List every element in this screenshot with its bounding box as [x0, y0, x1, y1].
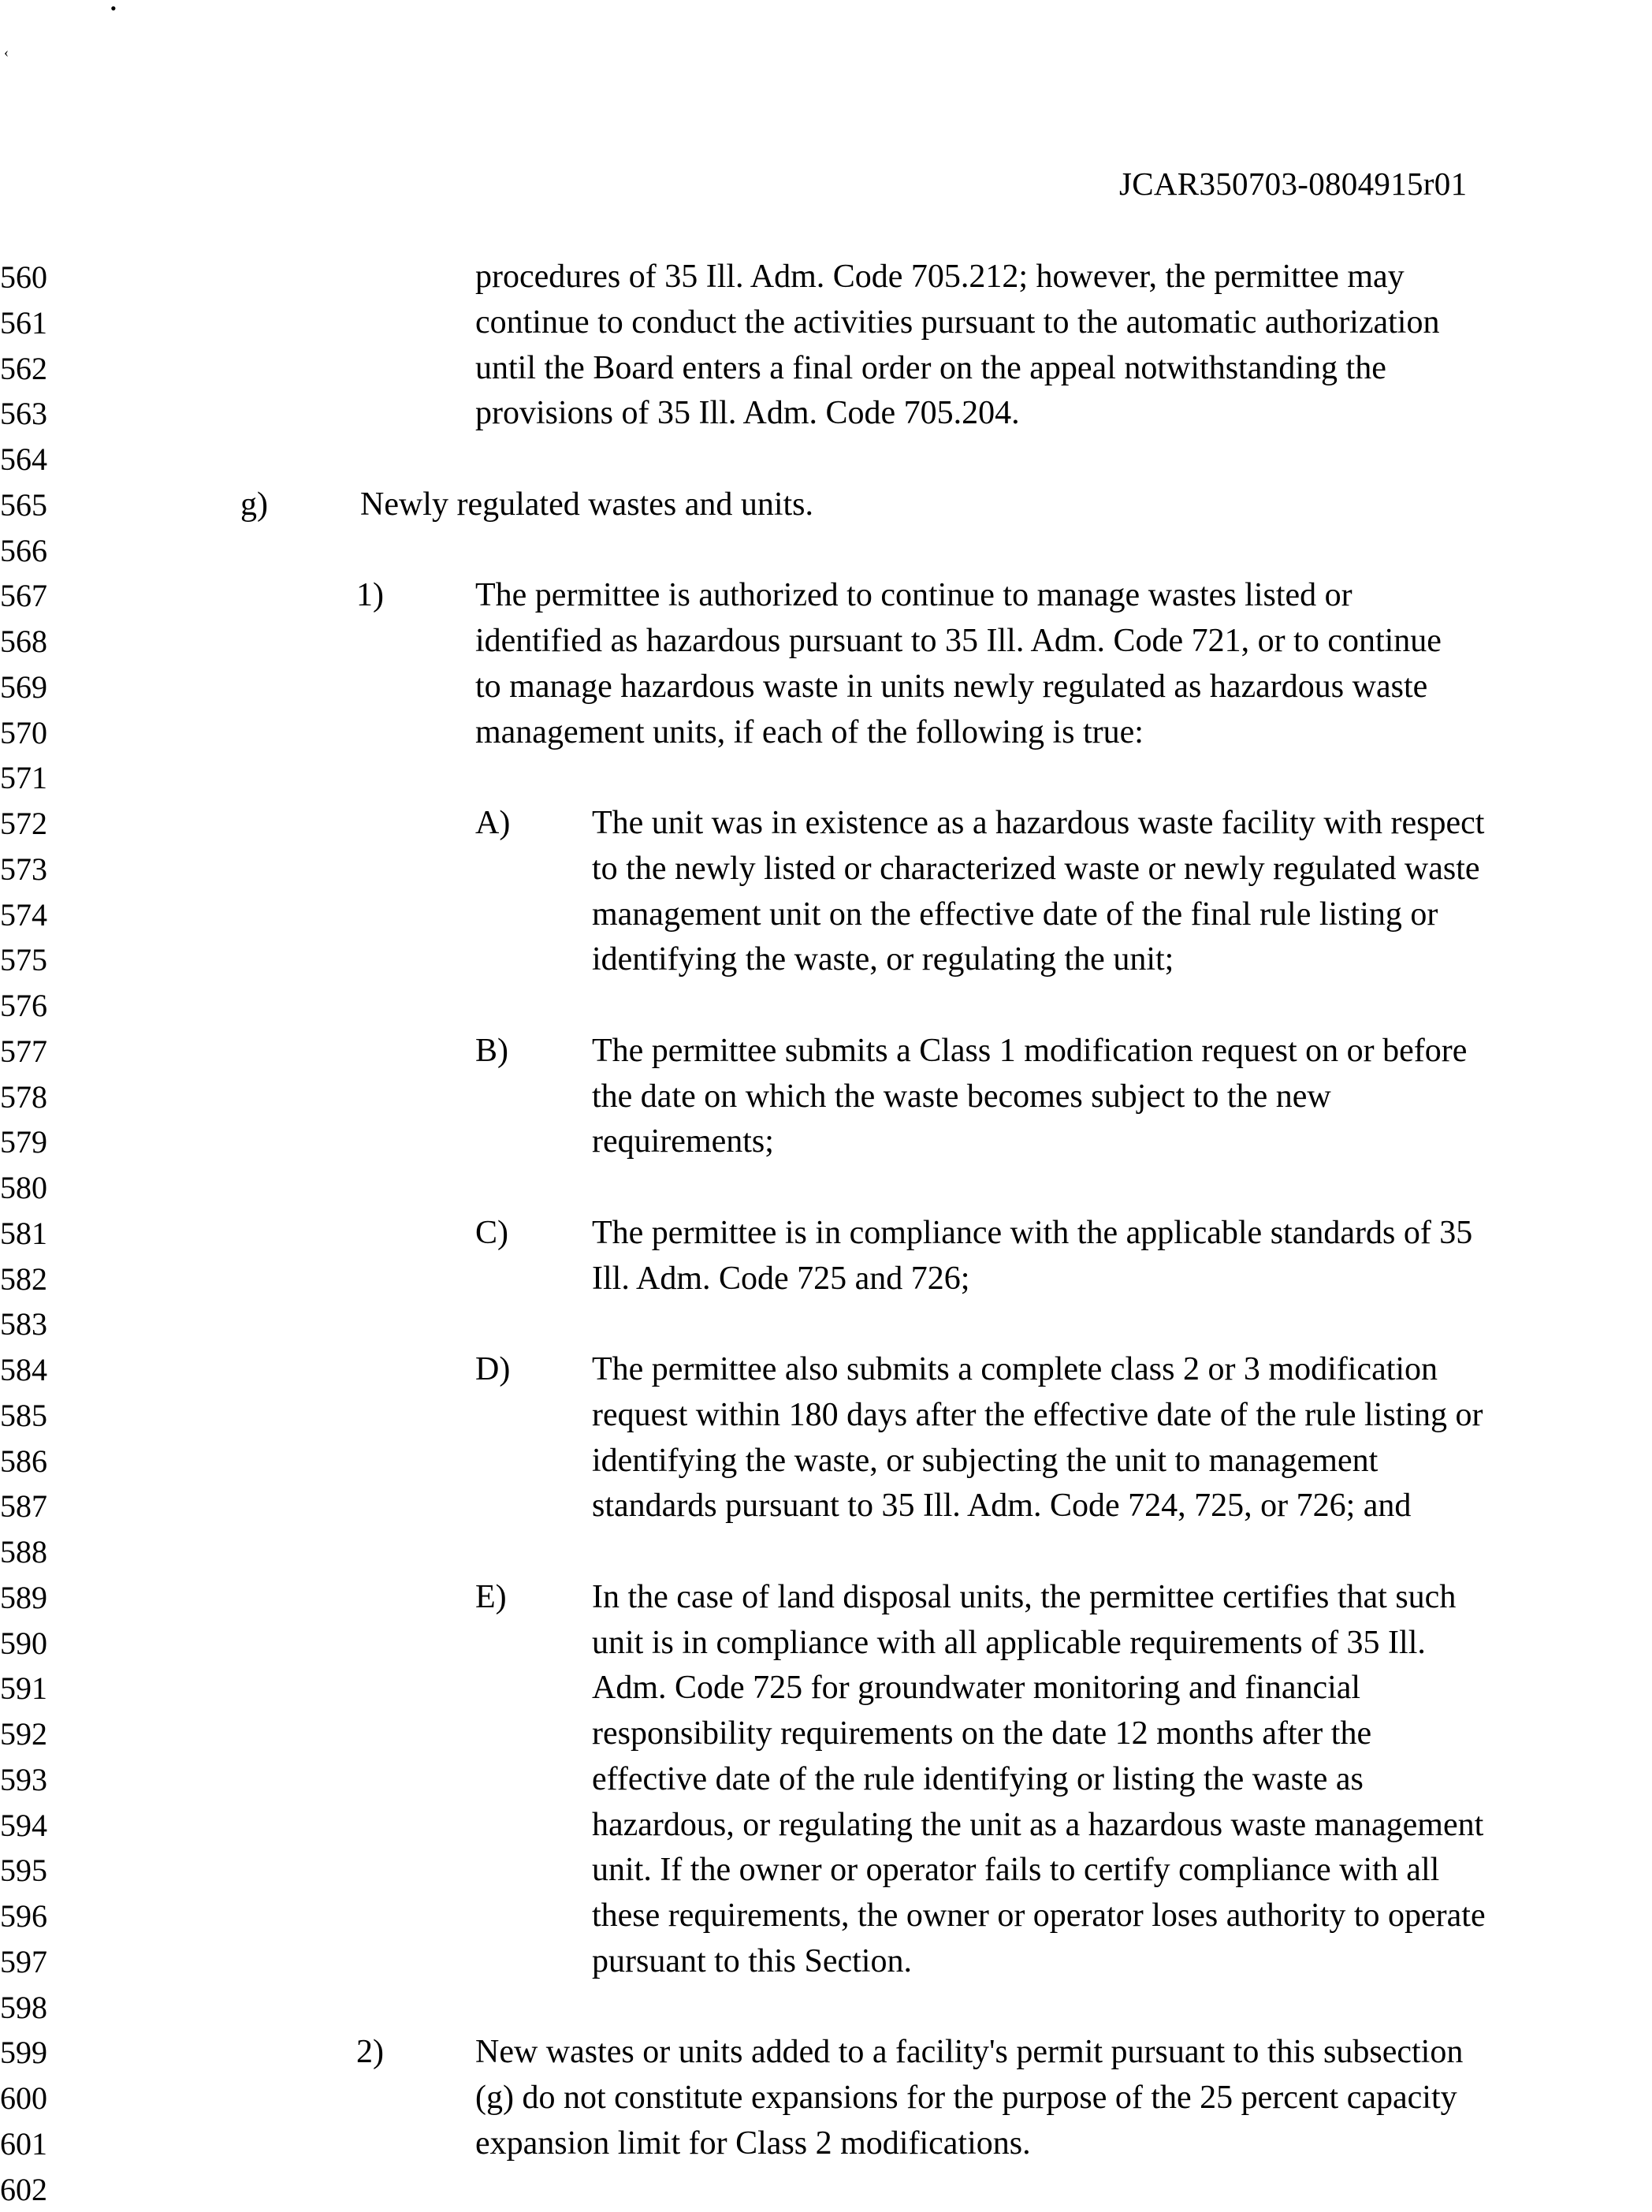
line-number: 579	[0, 1119, 47, 1165]
line-text: requirements;	[592, 1119, 774, 1165]
line-number: 587	[0, 1484, 47, 1529]
line-text: continue to conduct the activities pursuant to the automatic authorization	[475, 300, 1439, 346]
document-line	[0, 1393, 1652, 1439]
document-line	[0, 847, 1652, 892]
line-number: 574	[0, 892, 47, 938]
line-number: 597	[0, 1939, 47, 1985]
item-label: D)	[475, 1347, 510, 1393]
document-line	[0, 801, 1652, 847]
line-text: request within 180 days after the effective date of the rule listing or	[592, 1393, 1483, 1439]
document-line	[0, 1211, 1652, 1257]
item-label: C)	[475, 1211, 508, 1257]
item-label: B)	[475, 1029, 508, 1074]
line-text: standards pursuant to 35 Ill. Adm. Code 724, 725, or 726; and	[592, 1484, 1411, 1529]
document-line	[0, 1939, 1652, 1985]
document-line	[0, 710, 1652, 756]
document-line	[0, 1711, 1652, 1757]
document-line	[0, 1621, 1652, 1666]
document-line	[0, 1575, 1652, 1621]
document-line	[0, 1985, 1652, 2031]
line-number: 583	[0, 1302, 47, 1347]
line-number: 586	[0, 1439, 47, 1484]
line-text: hazardous, or regulating the unit as a hazardous waste management	[592, 1803, 1483, 1849]
document-id-header: JCAR350703-0804915r01	[1119, 164, 1467, 203]
line-number: 573	[0, 847, 47, 892]
item-label: g)	[240, 482, 268, 528]
line-number: 585	[0, 1393, 47, 1439]
line-text: Adm. Code 725 for groundwater monitoring and financial	[592, 1666, 1360, 1711]
line-text: unit is in compliance with all applicable requirements of 35 Ill.	[592, 1621, 1426, 1666]
line-text: expansion limit for Class 2 modifications.	[475, 2121, 1031, 2167]
line-number: 593	[0, 1757, 47, 1803]
document-line	[0, 755, 1652, 801]
document-line	[0, 2030, 1652, 2076]
line-text: unit. If the owner or operator fails to certify compliance with all	[592, 1848, 1439, 1894]
document-line	[0, 482, 1652, 528]
document-line	[0, 619, 1652, 665]
document-line	[0, 1848, 1652, 1894]
line-number: 588	[0, 1529, 47, 1575]
document-line	[0, 346, 1652, 392]
line-text: identifying the waste, or subjecting the unit to management	[592, 1439, 1378, 1484]
line-number: 602	[0, 2167, 47, 2212]
line-text: New wastes or units added to a facility's permit pursuant to this subsection	[475, 2030, 1463, 2076]
line-text: The unit was in existence as a hazardous waste facility with respect	[592, 801, 1484, 847]
line-text: management unit on the effective date of the final rule listing or	[592, 892, 1438, 938]
line-number: 571	[0, 755, 47, 801]
line-text: Ill. Adm. Code 725 and 726;	[592, 1257, 969, 1302]
line-text: The permittee is in compliance with the applicable standards of 35	[592, 1211, 1472, 1257]
line-text: The permittee submits a Class 1 modification request on or before	[592, 1029, 1467, 1074]
line-text: provisions of 35 Ill. Adm. Code 705.204.	[475, 391, 1020, 437]
document-line	[0, 2167, 1652, 2212]
line-number: 562	[0, 346, 47, 392]
item-label: A)	[475, 801, 510, 847]
line-text: The permittee also submits a complete class 2 or 3 modification	[592, 1347, 1438, 1393]
document-line	[0, 437, 1652, 482]
line-text: identifying the waste, or regulating the unit;	[592, 937, 1174, 983]
line-text: Newly regulated wastes and units.	[360, 482, 813, 528]
line-text: management units, if each of the following is true:	[475, 710, 1144, 756]
line-number: 566	[0, 528, 47, 574]
item-label: 1)	[356, 573, 384, 619]
line-number: 584	[0, 1347, 47, 1393]
line-number: 564	[0, 437, 47, 482]
document-line	[0, 1803, 1652, 1849]
document-line	[0, 2076, 1652, 2121]
line-number: 582	[0, 1257, 47, 1302]
line-number: 578	[0, 1074, 47, 1120]
line-number: 595	[0, 1848, 47, 1894]
document-line	[0, 300, 1652, 346]
line-number: 594	[0, 1803, 47, 1849]
line-number: 569	[0, 665, 47, 710]
document-line	[0, 1029, 1652, 1074]
document-line	[0, 391, 1652, 437]
line-number: 589	[0, 1575, 47, 1621]
line-number: 599	[0, 2030, 47, 2076]
item-label: 2)	[356, 2030, 384, 2076]
document-line	[0, 255, 1652, 300]
line-text: identified as hazardous pursuant to 35 Ill. Adm. Code 721, or to continue	[475, 619, 1442, 665]
document-line	[0, 1529, 1652, 1575]
line-text: these requirements, the owner or operator loses authority to operate	[592, 1894, 1486, 1939]
line-number: 580	[0, 1165, 47, 1211]
line-text: until the Board enters a final order on the appeal notwithstanding the	[475, 346, 1386, 392]
line-text: the date on which the waste becomes subject to the new	[592, 1074, 1331, 1120]
document-line	[0, 528, 1652, 574]
line-number: 592	[0, 1711, 47, 1757]
document-line	[0, 1302, 1652, 1347]
line-text: The permittee is authorized to continue to manage wastes listed or	[475, 573, 1352, 619]
document-line	[0, 1165, 1652, 1211]
line-text: (g) do not constitute expansions for the purpose of the 25 percent capacity	[475, 2076, 1457, 2121]
line-number: 601	[0, 2121, 47, 2167]
scan-caret-mark: ‹	[4, 43, 9, 61]
line-number: 560	[0, 255, 47, 300]
document-line	[0, 2121, 1652, 2167]
line-number: 575	[0, 937, 47, 983]
line-number: 568	[0, 619, 47, 665]
document-line	[0, 892, 1652, 938]
line-number: 565	[0, 482, 47, 528]
document-line	[0, 1757, 1652, 1803]
scan-dot-mark: •	[110, 0, 117, 17]
document-line	[0, 1894, 1652, 1939]
document-line	[0, 1347, 1652, 1393]
line-text: procedures of 35 Ill. Adm. Code 705.212; however, the permittee may	[475, 255, 1405, 300]
line-text: In the case of land disposal units, the permittee certifies that such	[592, 1575, 1456, 1621]
line-text: effective date of the rule identifying or listing the waste as	[592, 1757, 1364, 1803]
line-number: 600	[0, 2076, 47, 2121]
line-number: 598	[0, 1985, 47, 2031]
line-number: 590	[0, 1621, 47, 1666]
document-line	[0, 1074, 1652, 1120]
item-label: E)	[475, 1575, 507, 1621]
line-number: 576	[0, 983, 47, 1029]
document-line	[0, 665, 1652, 710]
document-line	[0, 1119, 1652, 1165]
line-number: 570	[0, 710, 47, 756]
line-number: 561	[0, 300, 47, 346]
document-line	[0, 983, 1652, 1029]
line-number: 567	[0, 573, 47, 619]
document-line	[0, 937, 1652, 983]
line-number: 596	[0, 1894, 47, 1939]
line-number: 577	[0, 1029, 47, 1074]
line-text: to the newly listed or characterized waste or newly regulated waste	[592, 847, 1480, 892]
line-text: responsibility requirements on the date 12 months after the	[592, 1711, 1371, 1757]
document-line	[0, 1257, 1652, 1302]
document-line	[0, 1666, 1652, 1711]
document-line	[0, 1484, 1652, 1529]
document-line	[0, 1439, 1652, 1484]
document-line	[0, 573, 1652, 619]
line-number: 581	[0, 1211, 47, 1257]
line-number: 563	[0, 391, 47, 437]
line-text: pursuant to this Section.	[592, 1939, 912, 1985]
line-number: 572	[0, 801, 47, 847]
line-text: to manage hazardous waste in units newly regulated as hazardous waste	[475, 665, 1427, 710]
line-number: 591	[0, 1666, 47, 1711]
